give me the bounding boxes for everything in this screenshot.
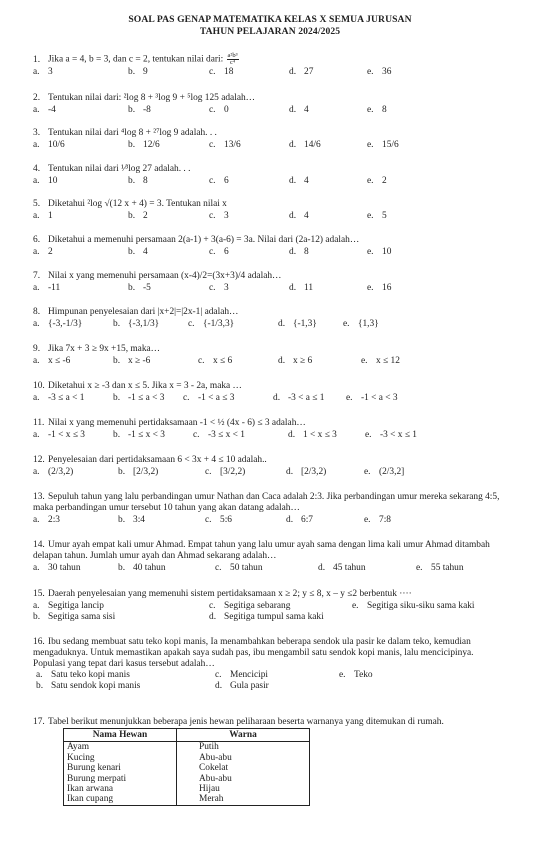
question-17: 17. Tabel berikut menunjukkan beberapa jenis hewan peliharaan beserta warnanya yang ditemukan di rumah. xyxy=(33,717,444,727)
question-stem: Nilai x yang memenuhi pertidaksamaan -1 < ½ (4x - 6) ≤ 3 adalah… xyxy=(48,418,306,428)
option-e[interactable]: e. 15/6 xyxy=(367,140,399,150)
option-e[interactable]: e. x ≤ 12 xyxy=(361,356,400,366)
option-b[interactable]: b. 3:4 xyxy=(118,515,145,525)
option-e[interactable]: e. {1,3} xyxy=(343,319,379,329)
option-d[interactable]: d. -3 < a ≤ 1 xyxy=(273,393,325,403)
option-e[interactable]: e. Teko xyxy=(339,670,373,680)
option-c[interactable]: c. 0 xyxy=(209,105,229,115)
option-c[interactable]: c. 3 xyxy=(209,211,229,221)
option-c[interactable]: c. 50 tahun xyxy=(215,563,263,573)
option-e[interactable]: e. 36 xyxy=(367,67,392,77)
question-stem: Diketahui a memenuhi persamaan 2(a-1) + 3(a-6) = 3a. Nilai dari (2a-12) adalah… xyxy=(48,235,360,245)
question-stem: Jika a = 4, b = 3, dan c = 2, tentukan nilai dari: xyxy=(48,54,224,65)
option-a[interactable]: a. 1 xyxy=(33,211,53,221)
option-c[interactable]: c. [3/2,2) xyxy=(205,467,246,477)
options xyxy=(33,140,513,151)
options xyxy=(33,176,513,187)
option-e[interactable]: e. 5 xyxy=(367,211,387,221)
option-a[interactable]: a. -4 xyxy=(33,105,56,115)
column-header: Nama Hewan xyxy=(64,729,177,742)
question-11: 11. Nilai x yang memenuhi pertidaksamaan -1 < ½ (4x - 6) ≤ 3 adalah… a. -1 < x ≤ 3 b. -1 ≤ x < 3 c. -3 ≤ x < 1 d. 1 < x ≤ 3 e. -3 < x ≤ 1 xyxy=(33,418,513,441)
options xyxy=(33,563,513,574)
option-c[interactable]: c. Segitiga sebarang xyxy=(209,601,291,611)
options xyxy=(33,430,513,441)
question-15: 15. Daerah penyelesaian yang memenuhi sistem pertidaksamaan x ≥ 2; y ≤ 8, x – y ≤2 berbentuk ···· a. Segitiga lancip c. Segitiga sebarang e. Segitiga siku-siku sama kaki b. Segitiga sama sisi d. Segitiga tumpul sama kaki xyxy=(33,589,513,623)
column-header: Warna xyxy=(177,729,310,742)
exam-title: SOAL PAS GENAP MATEMATIKA KELAS X SEMUA JURUSAN xyxy=(128,14,412,25)
option-a[interactable]: a. 10/6 xyxy=(33,140,65,150)
table-row xyxy=(64,742,310,753)
question-7: 7. Nilai x yang memenuhi persamaan (x-4)/2=(3x+3)/4 adalah… a. -11 b. -5 c. 3 d. 11 e. 16 xyxy=(33,271,513,294)
option-c[interactable]: c. 18 xyxy=(209,67,234,77)
option-a[interactable]: a. x ≤ -6 xyxy=(33,356,71,366)
option-e[interactable]: e. 2 xyxy=(367,176,387,186)
table-cell: Ayam xyxy=(64,742,177,753)
options xyxy=(33,356,513,367)
question-10: 10. Diketahui x ≥ -3 dan x ≤ 5. Jika x = 3 - 2a, maka … a. -3 ≤ a < 1 b. -1 ≤ a < 3 c. -1 < a ≤ 3 d. -3 < a ≤ 1 e. -1 < a < 3 xyxy=(33,381,513,404)
table-cell: Hijau xyxy=(177,784,310,794)
option-b[interactable]: b. x ≥ -6 xyxy=(113,356,151,366)
option-d[interactable]: d. 11 xyxy=(289,283,314,293)
option-b[interactable]: b. Segitiga sama sisi xyxy=(33,612,116,622)
option-b[interactable]: b. -5 xyxy=(128,283,151,293)
option-c[interactable]: c. -1 < a ≤ 3 xyxy=(183,393,235,403)
question-stem: Penyelesaian dari pertidaksamaan 6 < 3x + 4 ≤ 10 adalah.. xyxy=(48,455,267,465)
option-d[interactable]: d. 4 xyxy=(289,176,309,186)
options xyxy=(33,105,513,116)
question-8: 8. Himpunan penyelesaian dari |x+2|=|2x-1| adalah… a. {-3,-1/3} b. {-3,1/3} c. {-1/3,3} d. {-1,3} e. {1,3} xyxy=(33,307,513,330)
question-13: 13. Sepuluh tahun yang lalu perbandingan umur Nathan dan Caca adalah 2:3. Jika perbandingan umur mereka sekarang 4:5, maka perbandingan umur tersebut 10 tahun yang akan datang adalah… a. 2:3 b. 3:4 c. 5:6 d. 6:7 e. 7:8 xyxy=(33,492,513,526)
option-b[interactable]: b. 9 xyxy=(128,67,148,77)
fraction xyxy=(227,53,239,66)
table-row xyxy=(64,753,310,763)
options xyxy=(33,283,513,294)
question-6: 6. Diketahui a memenuhi persamaan 2(a-1) + 3(a-6) = 3a. Nilai dari (2a-12) adalah… a. 2 b. 4 c. 6 d. 8 e. 10 xyxy=(33,235,513,258)
question-stem: Jika 7x + 3 ≥ 9x +15, maka… xyxy=(48,344,161,354)
option-d[interactable]: d. Segitiga tumpul sama kaki xyxy=(209,612,324,622)
option-e[interactable]: e. -3 < x ≤ 1 xyxy=(365,430,417,440)
table-cell: Putih xyxy=(177,742,310,753)
question-stem: Tentukan nilai dari ⁴log 8 + ²⁷log 9 adalah. . . xyxy=(48,128,217,138)
question-14: 14. Umur ayah empat kali umur Ahmad. Empat tahun yang lalu umur ayah sama dengan lima kali umur Ahmad ditambah delapan tahun. Jumlah umur ayah dan Ahmad sekarang adalah… a. 30 tahun b. 40 tahun c. 50 tahun d. 45 tahun e. 55 tahun xyxy=(33,540,513,574)
fraction-denominator: c⁴ xyxy=(229,59,236,66)
option-e[interactable]: e. (2/3,2] xyxy=(364,467,405,477)
question-12: 12. Penyelesaian dari pertidaksamaan 6 < 3x + 4 ≤ 10 adalah.. a. (2/3,2) b. [2/3,2) c. [3/2,2) d. [2/3,2) e. (2/3,2] xyxy=(33,455,513,478)
option-e[interactable]: e. 7:8 xyxy=(364,515,391,525)
question-2: 2. Tentukan nilai dari: ²log 8 + ³log 9 + ⁵log 125 adalah… a. -4 b. -8 c. 0 d. 4 e. 8 xyxy=(33,93,513,116)
option-c[interactable]: c. 5:6 xyxy=(205,515,232,525)
question-number: 1. xyxy=(33,54,41,65)
question-5: 5. Diketahui ²log √(12 x + 4) = 3. Tentukan nilai x a. 1 b. 2 c. 3 d. 4 e. 5 xyxy=(33,199,513,222)
option-b[interactable]: b. 2 xyxy=(128,211,148,221)
question-stem: Diketahui ²log √(12 x + 4) = 3. Tentukan nilai x xyxy=(48,199,227,209)
table-cell: Merah xyxy=(177,794,310,805)
table-cell: Abu-abu xyxy=(177,774,310,784)
table-cell: Kucing xyxy=(64,753,177,763)
option-b[interactable]: b. -1 ≤ a < 3 xyxy=(113,393,165,403)
option-b[interactable]: b. -8 xyxy=(128,105,151,115)
fraction-numerator: a²b³ xyxy=(227,52,238,59)
option-a[interactable]: a. 10 xyxy=(33,176,58,186)
question-4: 4. Tentukan nilai dari ¹⁄³log 27 adalah. . . a. 10 b. 8 c. 6 d. 4 e. 2 xyxy=(33,164,513,187)
question-stem: Himpunan penyelesaian dari |x+2|=|2x-1| adalah… xyxy=(48,307,239,317)
option-b[interactable]: b. 8 xyxy=(128,176,148,186)
table-cell: Ikan cupang xyxy=(64,794,177,805)
table-cell: Cokelat xyxy=(177,763,310,773)
option-d[interactable]: d. {-1,3} xyxy=(278,319,317,329)
question-16: 16. Ibu sedang membuat satu teko kopi manis, Ia menambahkan beberapa sendok ula pasir ke dalam teko, kemudian mengaduknya. Untuk memastikan apakah saya sudah pas, ibu mengambil satu sendok kopi manis, lalu mencicipinya. Populasi yang tepat dari kasus tersebut adalah… a. Satu teko kopi manis c. Mencicipi e. Teko b. Satu sendok kopi manis d. Gula pasir xyxy=(33,637,513,692)
option-d[interactable]: d. 6:7 xyxy=(286,515,313,525)
question-stem: Tabel berikut menunjukkan beberapa jenis hewan peliharaan beserta warnanya yang ditemukan di rumah. xyxy=(48,717,444,727)
table-cell: Ikan arwana xyxy=(64,784,177,794)
options xyxy=(33,515,513,526)
table-cell: Abu-abu xyxy=(177,753,310,763)
option-c[interactable]: c. x ≤ 6 xyxy=(198,356,233,366)
option-e[interactable]: e. -1 < a < 3 xyxy=(346,393,398,403)
question-stem: Diketahui x ≥ -3 dan x ≤ 5. Jika x = 3 - 2a, maka … xyxy=(48,381,242,391)
option-d[interactable]: d. Gula pasir xyxy=(215,681,269,691)
options xyxy=(33,67,513,78)
option-a[interactable]: a. -11 xyxy=(33,283,61,293)
option-a[interactable]: a. {-3,-1/3} xyxy=(33,319,83,329)
table-header-row xyxy=(64,729,310,742)
question-9: 9. Jika 7x + 3 ≥ 9x +15, maka… a. x ≤ -6 b. x ≥ -6 c. x ≤ 6 d. x ≥ 6 e. x ≤ 12 xyxy=(33,344,513,367)
option-a[interactable]: a. -3 ≤ a < 1 xyxy=(33,393,85,403)
option-c[interactable]: c. 6 xyxy=(209,247,229,257)
question-stem: Umur ayah empat kali umur Ahmad. Empat tahun yang lalu umur ayah sama dengan lima kali umur Ahmad ditambah delapan tahun. Jumlah umur ayah dan Ahmad sekarang adalah… xyxy=(33,540,490,561)
option-e[interactable]: e. 16 xyxy=(367,283,392,293)
option-b[interactable]: b. -1 ≤ x < 3 xyxy=(113,430,165,440)
question-stem: Daerah penyelesaian yang memenuhi sistem pertidaksamaan x ≥ 2; y ≤ 8, x – y ≤2 berbentuk ···· xyxy=(48,589,412,599)
option-b[interactable]: b. {-3,1/3} xyxy=(113,319,160,329)
option-b[interactable]: b. Satu sendok kopi manis xyxy=(36,681,141,691)
option-c[interactable]: c. 3 xyxy=(209,283,229,293)
table-cell: Burung merpati xyxy=(64,774,177,784)
options xyxy=(33,393,513,404)
question-3: 3. Tentukan nilai dari ⁴log 8 + ²⁷log 9 adalah. . . a. 10/6 b. 12/6 c. 13/6 d. 14/6 e. 15/6 xyxy=(33,128,513,151)
option-d[interactable]: d. 1 < x ≤ 3 xyxy=(288,430,337,440)
option-d[interactable]: d. 8 xyxy=(289,247,309,257)
options xyxy=(33,247,513,258)
table-row xyxy=(64,763,310,773)
options xyxy=(33,670,513,681)
option-d[interactable]: d. 4 xyxy=(289,105,309,115)
option-a[interactable]: a. 2 xyxy=(33,247,53,257)
option-e[interactable]: e. 10 xyxy=(367,247,392,257)
option-b[interactable]: b. 40 tahun xyxy=(118,563,166,573)
option-a[interactable]: a. 2:3 xyxy=(33,515,60,525)
option-b[interactable]: b. 12/6 xyxy=(128,140,160,150)
question-stem: Nilai x yang memenuhi persamaan (x-4)/2=(3x+3)/4 adalah… xyxy=(48,271,282,281)
option-a[interactable]: a. -1 < x ≤ 3 xyxy=(33,430,85,440)
option-b[interactable]: b. 4 xyxy=(128,247,148,257)
table-row xyxy=(64,774,310,784)
table-cell: Burung kenari xyxy=(64,763,177,773)
option-d[interactable]: d. x ≥ 6 xyxy=(278,356,313,366)
option-a[interactable]: a. 30 tahun xyxy=(33,563,81,573)
option-e[interactable]: e. 8 xyxy=(367,105,387,115)
option-a[interactable]: a. (2/3,2) xyxy=(33,467,74,477)
option-c[interactable]: c. -3 ≤ x < 1 xyxy=(193,430,245,440)
options xyxy=(33,319,513,330)
option-b[interactable]: b. [2/3,2) xyxy=(118,467,159,477)
table-row xyxy=(64,794,310,805)
option-d[interactable]: d. [2/3,2) xyxy=(286,467,327,477)
options xyxy=(33,211,513,222)
exam-year: TAHUN PELAJARAN 2024/2025 xyxy=(199,26,341,37)
option-a[interactable]: a. Satu teko kopi manis xyxy=(36,670,130,680)
option-a[interactable]: a. Segitiga lancip xyxy=(33,601,104,611)
option-d[interactable]: d. 45 tahun xyxy=(318,563,366,573)
option-c[interactable]: c. 6 xyxy=(209,176,229,186)
option-d[interactable]: d. 27 xyxy=(289,67,314,77)
options-row-2 xyxy=(33,612,513,623)
table-row xyxy=(64,784,310,794)
options xyxy=(33,467,513,478)
option-d[interactable]: d. 4 xyxy=(289,211,309,221)
option-a[interactable]: a. 3 xyxy=(33,67,53,77)
option-c[interactable]: c. {-1/3,3} xyxy=(188,319,235,329)
pet-color-table xyxy=(63,728,310,806)
option-c[interactable]: c. Mencicipi xyxy=(215,670,269,680)
question-stem: Ibu sedang membuat satu teko kopi manis, Ia menambahkan beberapa sendok ula pasir ke dalam teko, kemudian mengaduknya. Untuk memastikan apakah saya sudah pas, ibu mengambil satu sendok kopi manis, lalu mencicipinya. Populasi yang tepat dari kasus tersebut adalah… xyxy=(33,637,474,669)
question-stem: Tentukan nilai dari ¹⁄³log 27 adalah. . . xyxy=(48,164,191,174)
option-c[interactable]: c. 13/6 xyxy=(209,140,241,150)
question-stem: Tentukan nilai dari: ²log 8 + ³log 9 + ⁵log 125 adalah… xyxy=(48,93,256,103)
options xyxy=(33,601,513,612)
option-e[interactable]: e. Segitiga siku-siku sama kaki xyxy=(352,601,475,611)
option-d[interactable]: d. 14/6 xyxy=(289,140,321,150)
question-stem: Sepuluh tahun yang lalu perbandingan umur Nathan dan Caca adalah 2:3. Jika perbandingan umur mereka sekarang 4:5, maka perbandingan umur tersebut 10 tahun yang akan datang adalah… xyxy=(33,492,500,513)
question-1 xyxy=(33,53,513,78)
option-e[interactable]: e. 55 tahun xyxy=(416,563,464,573)
options-row-2 xyxy=(33,681,513,692)
